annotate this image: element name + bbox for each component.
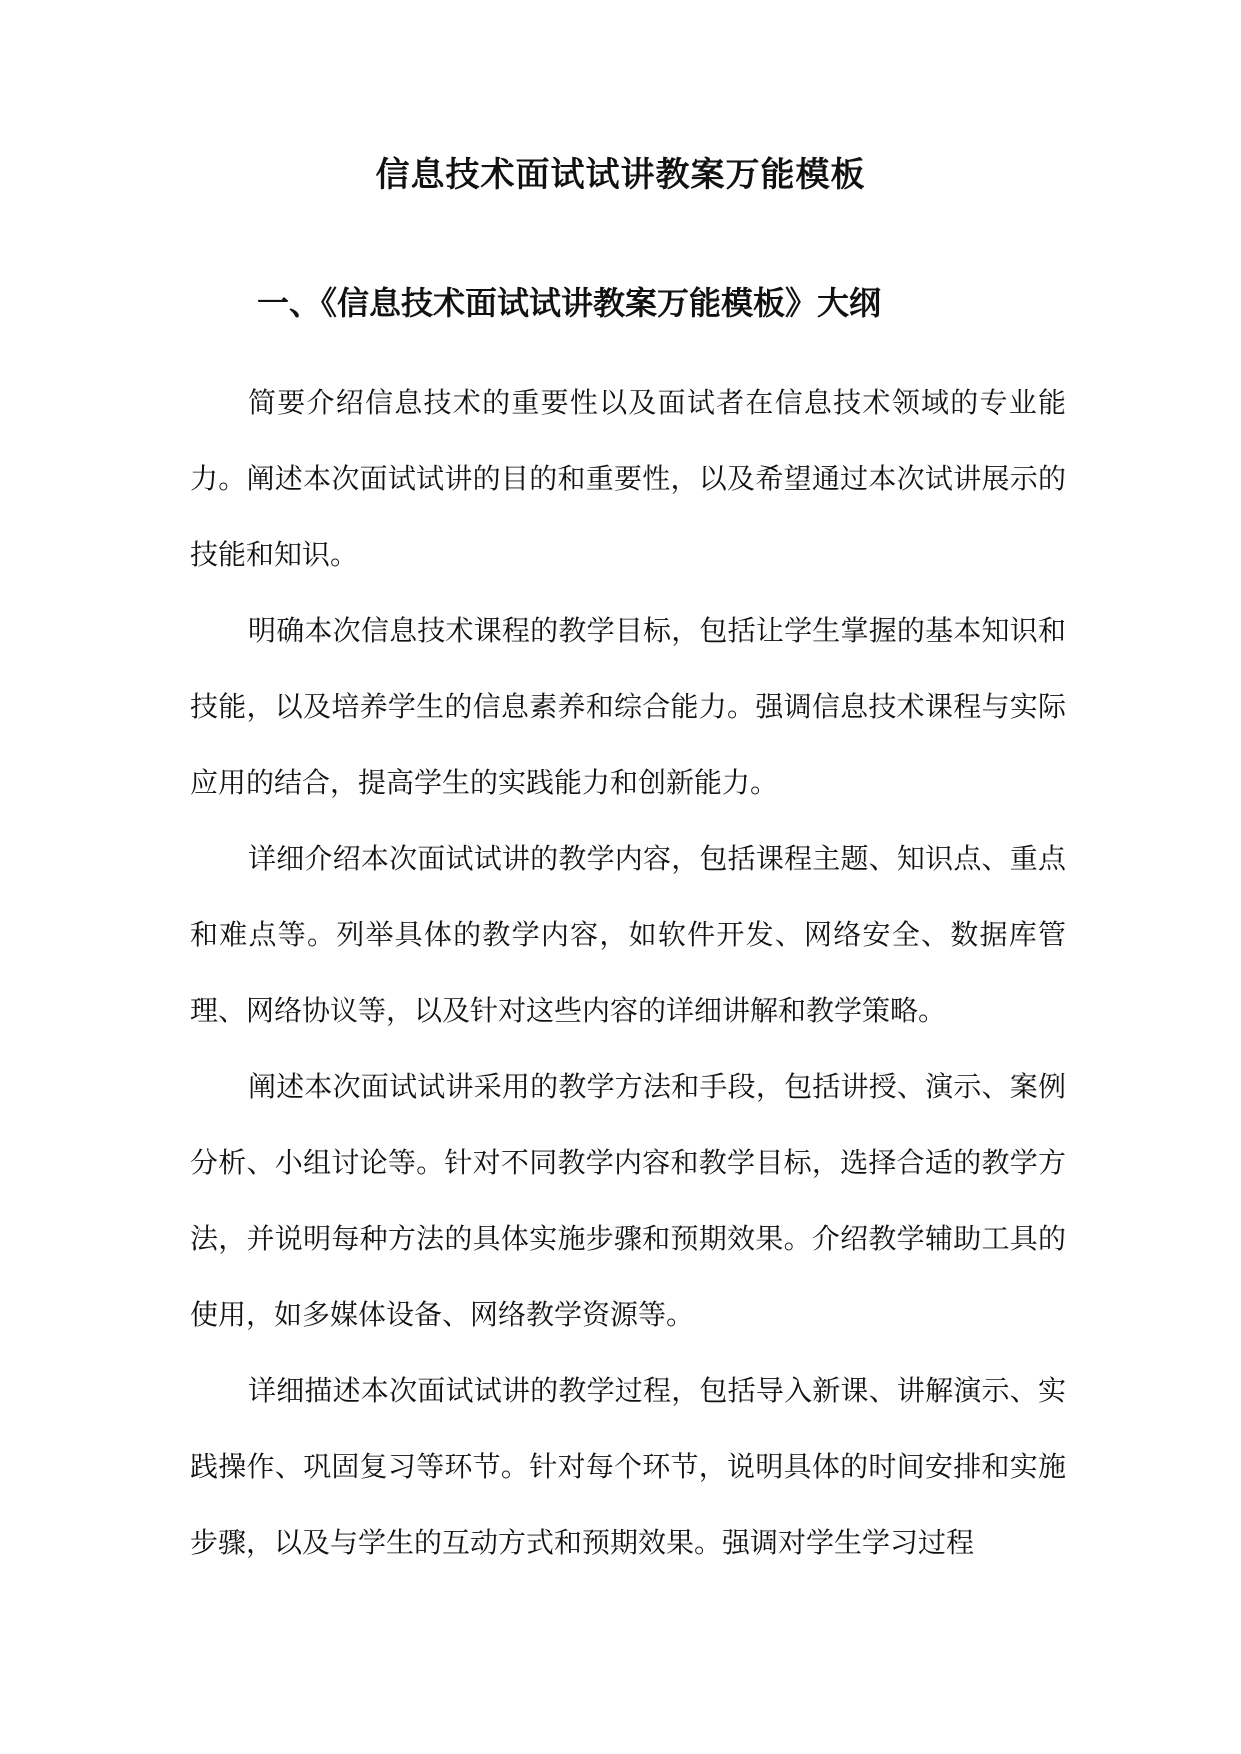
paragraph-teaching-methods: 阐述本次面试试讲采用的教学方法和手段，包括讲授、演示、案例分析、小组讨论等。针对不同教学内容和教学目标，选择合适的教学方法，并说明每种方法的具体实施步骤和预期效果。介绍教学辅助工具的使用，如多媒体设备、网络教学资源等。 (190, 1070, 1066, 1331)
section-heading: 一、《信息技术面试试讲教案万能模板》大纲 (257, 284, 882, 322)
document-body (190, 365, 1066, 1581)
paragraph-introduction: 简要介绍信息技术的重要性以及面试者在信息技术领域的专业能力。阐述本次面试试讲的目的和重要性，以及希望通过本次试讲展示的技能和知识。 (190, 386, 1066, 571)
paragraph-teaching-content: 详细介绍本次面试试讲的教学内容，包括课程主题、知识点、重点和难点等。列举具体的教学内容，如软件开发、网络安全、数据库管理、网络协议等，以及针对这些内容的详细讲解和教学策略。 (190, 842, 1066, 1027)
document-title: 信息技术面试试讲教案万能模板 (375, 155, 866, 195)
paragraph-teaching-process: 详细描述本次面试试讲的教学过程，包括导入新课、讲解演示、实践操作、巩固复习等环节。针对每个环节，说明具体的时间安排和实施步骤，以及与学生的互动方式和预期效果。强调对学生学习过程 (190, 1374, 1066, 1559)
paragraph-teaching-goals: 明确本次信息技术课程的教学目标，包括让学生掌握的基本知识和技能，以及培养学生的信息素养和综合能力。强调信息技术课程与实际应用的结合，提高学生的实践能力和创新能力。 (190, 614, 1066, 799)
